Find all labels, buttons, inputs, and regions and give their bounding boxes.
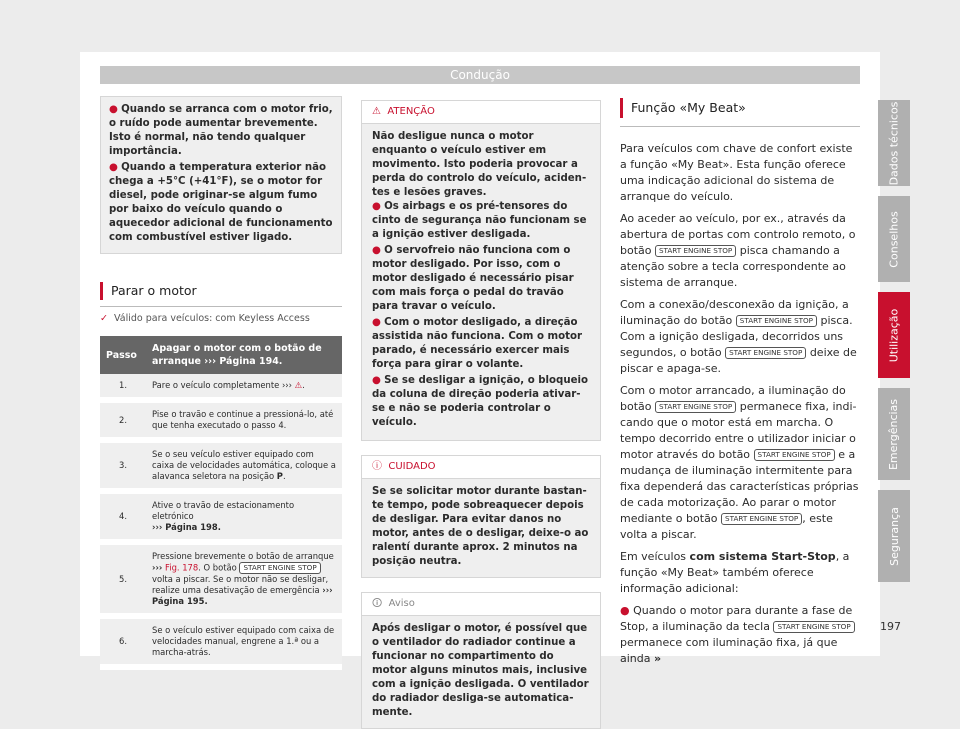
table-header-action: Apagar o motor com o botão de arranque ››› Página 194. — [146, 336, 342, 374]
paragraph: Em veículos com sistema Start-Stop, a função «My Beat» também oferece informação adicional: — [620, 550, 850, 595]
table-row: 3. Se o seu veículo estiver equipado com caixa de velocidades automática, coloque a alavanca seletora na posição P. — [100, 440, 342, 491]
tab-emergencias[interactable]: Emergências — [878, 388, 910, 480]
warning-intro: Não desligue nunca o motor enquanto o veículo estiver em movimento. Isto poderia provocar a perda do controlo do veículo, acidentes e lesões graves. — [372, 131, 587, 198]
paragraph: Para veículos com chave de confort existe a função «My Beat». Esta função oferece uma indicação adicional do sistema de arranque do veículo. — [620, 142, 853, 203]
left-column — [100, 96, 342, 670]
intro-bullet: ● Quando a temperatura exterior não chega a +5°C (+41°F), se o motor for diesel, pode originar-se algum fumo por baixo do veículo quando o aquecedor adicional de funcionamento com combustível estiver ligado. — [109, 162, 333, 243]
notice-header: 🛈 Aviso — [362, 593, 600, 616]
notice-box: 🛈 Aviso Após desligar o motor, é possível que o ventilador do radiador continue a funcionar no compartimento do motor alguns minutos mais, inclusive com a ignição desligada. O ventilador do radiador desliga-se automaticamente. — [361, 592, 601, 729]
table-header-step: Passo — [100, 336, 146, 374]
page-number: 197 — [880, 620, 901, 633]
middle-column — [361, 100, 601, 729]
warning-icon: ⚠ — [372, 106, 381, 117]
intro-box — [100, 96, 342, 254]
intro-bullet: ● Quando se arranca com o motor frio, o ruído pode aumentar brevemente. Isto é normal, não tendo qualquer importância. — [109, 104, 333, 157]
steps-table — [100, 336, 342, 670]
warning-bullet: ● Os airbags e os pré-tensores do cinto de segurança não funcionam se a ignição estiver desligada. — [372, 201, 587, 240]
table-row: 2. Pise o travão e continue a pressioná-lo, até que tenha executado o passo 4. — [100, 400, 342, 440]
start-engine-stop-badge: START ENGINE STOP — [239, 562, 320, 574]
warning-header: ⚠ ATENÇÃO — [362, 101, 600, 124]
section-title: Parar o motor — [100, 282, 342, 300]
figure-link[interactable]: Fig. 178 — [165, 562, 199, 573]
warning-bullet: ● Com o motor desligado, a direção assistida não funciona. Com o motor parado, é necessário exercer mais força para girar o volante. — [372, 317, 583, 370]
tab-dados-tecnicos[interactable]: Dados técnicos — [878, 100, 910, 186]
tab-conselhos[interactable]: Conselhos — [878, 196, 910, 282]
caution-box: ⓘ CUIDADO Se se solicitar motor durante bastante tempo, pode sobreaquecer depois de desligar. Para evitar danos no motor, antes de o desligar, deixe-o ao ralentí durante aprox. 2 minutos na posição neutra. — [361, 455, 601, 578]
paragraph: Com o motor arrancado, a iluminação do botão START ENGINE STOP permanece fixa, indicando que o motor está em marcha. O tempo decorrido entre o utilizador iniciar o motor através do botão START ENGINE STOP e a mudança de iluminação intermitente para fixa dependerá das características próprias de cada motorização. Ao parar o motor mediante o botão START ENGINE STOP , este volta a piscar. — [620, 384, 859, 541]
table-row: 6. Se o veículo estiver equipado com caixa de velocidades manual, engrene a 1.ª ou a marcha-atrás. — [100, 616, 342, 667]
right-column — [620, 98, 860, 667]
warning-bullet: ● O servofreio não funciona com o motor desligado. Por isso, com o motor desligado é necessário pisar com mais força o pedal do travão para travar o veículo. — [372, 245, 574, 312]
notice-icon: 🛈 — [372, 598, 383, 609]
warning-icon: ⚠ — [294, 380, 303, 390]
paragraph: Com a conexão/desconexão da ignição, a iluminação do botão START ENGINE STOP pisca. Com a ignição desligada, decorridos uns segundos, o botão START ENGINE STOP deixe de piscar e apaga-se. — [620, 298, 857, 375]
page-ref-link[interactable]: ››› Página 195. — [152, 585, 333, 606]
page-header — [100, 66, 860, 84]
continue-marker: » — [654, 652, 662, 665]
table-row: 1. Pare o veículo completamente ››› ⚠. — [100, 374, 342, 400]
caution-header: ⓘ CUIDADO — [362, 456, 600, 479]
right-section-title: Função «My Beat» — [620, 98, 860, 118]
tab-utilizacao[interactable]: Utilização — [878, 292, 910, 378]
warning-bullet: ● Se se desligar a ignição, o bloqueio da coluna de direção poderia ativar-se e não se poderia controlar o veículo. — [372, 375, 588, 428]
table-row: 5. Pressione brevemente o botão de arranque ››› Fig. 178. O botão START ENGINE STOP volta a piscar. Se o motor não se desligar, realize uma desativação de emergência ››› Página 195. — [100, 542, 342, 616]
paragraph: ● Quando o motor para durante a fase de Stop, a iluminação da tecla START ENGINE STOP permanece com iluminação fixa, já que ainda » — [620, 603, 860, 667]
header-title: Condução — [450, 68, 510, 82]
paragraph: Ao aceder ao veículo, por ex., através da abertura de portas com controlo remoto, o botão START ENGINE STOP pisca chamando a atenção sobre a tecla correspondente ao sistema de arranque. — [620, 212, 856, 289]
warning-box — [361, 100, 601, 441]
table-row: 4. Ative o travão de estacionamento eletrónico ››› Página 198. — [100, 491, 342, 542]
valid-note: ✓ Válido para veículos: com Keyless Access — [100, 306, 342, 326]
tab-seguranca[interactable]: Segurança — [878, 490, 910, 582]
caution-icon: ⓘ — [372, 461, 382, 472]
